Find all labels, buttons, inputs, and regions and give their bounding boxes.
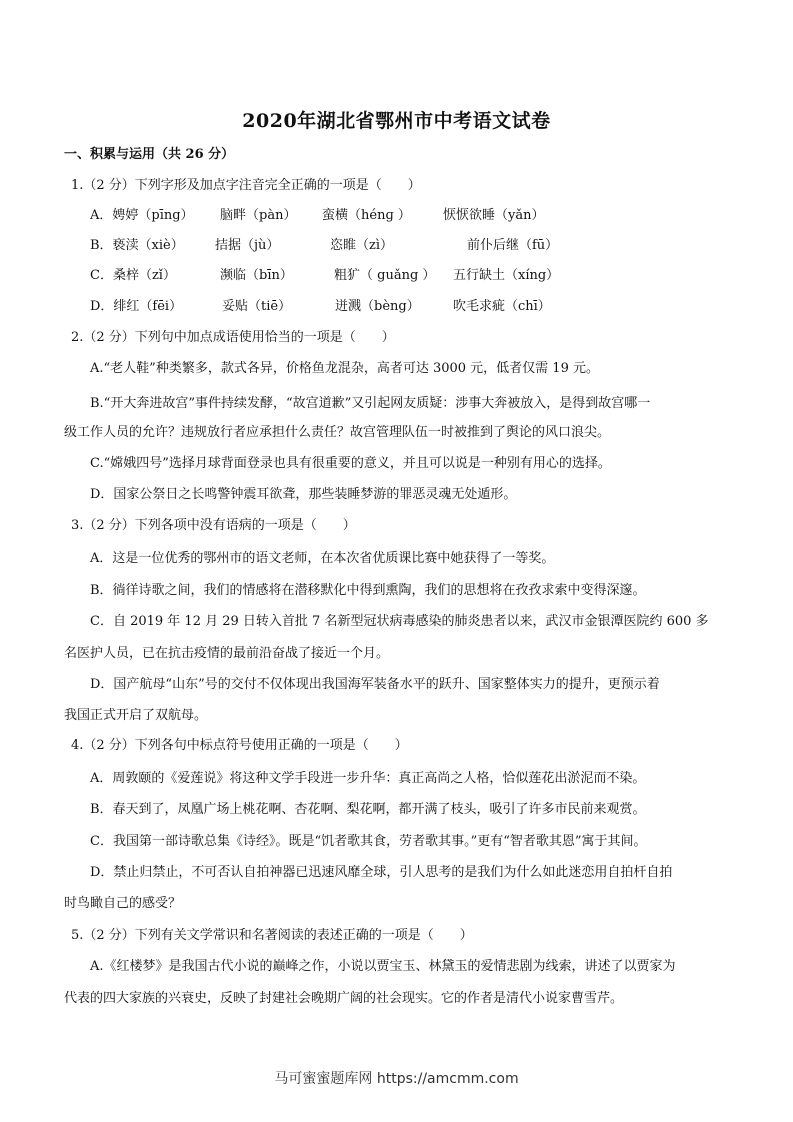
q2-option-b-line1: B.“开大奔进故宫”事件持续发酵，“故宫道歉”又引起网友质疑：涉事大奔被放入，是得到故宫哪一 [90, 396, 651, 411]
q1-option-a-word3: 蛮横（hénɡ ） [322, 208, 411, 223]
question-4-stem: 4.（2 分）下列各句中标点符号使用正确的一项是（ ） [71, 738, 408, 753]
q2-option-c: C.“嫦娥四号”选择月球背面登录也具有很重要的意义，并且可以说是一种别有用心的选择。 [90, 456, 611, 471]
q1-option-a-word4: 恹恹欲睡（yǎn） [443, 208, 545, 223]
q2-option-b-line2: 级工作人员的允许？违规放行者应承担什么责任？故宫管理队伍一时被推到了舆论的风口浪尖。 [64, 425, 611, 440]
site-watermark-footer: 马可蜜蜜题库网 https://amcmm.com [274, 1071, 519, 1087]
q3-option-d-line2: 我国正式开启了双航母。 [64, 708, 208, 723]
q1-option-b-word1: B．亵渎（xiè） [90, 238, 184, 253]
q1-option-d-word1: D．绯红（fēi） [90, 299, 183, 314]
q1-option-c-word3: 粗犷（ guǎng ） [334, 268, 436, 283]
q2-option-d: D．国家公祭日之长鸣警钟震耳欲聋，那些装睡梦游的罪恶灵魂无处遁形。 [90, 487, 517, 502]
section-heading: 一、积累与运用（共 26 分） [64, 147, 235, 162]
q1-option-d-word3: 迸溅（bèng） [335, 299, 420, 314]
question-2-stem: 2.（2 分）下列句中加点成语使用恰当的一项是（ ） [71, 330, 395, 345]
q1-option-b-word3: 恣睢（zì） [330, 238, 394, 253]
q1-option-d-word2: 妥贴（tiē） [222, 299, 292, 314]
q1-option-c-word2: 濒临（bīn） [220, 268, 293, 283]
q4-option-c: C．我国第一部诗歌总集《诗经》。既是“饥者歌其食，劳者歌其事。”更有“智者歌其恩”寓于其间。 [90, 834, 647, 849]
q5-option-a-line2: 代表的四大家族的兴衰史，反映了封建社会晚期广阔的社会现实。它的作者是清代小说家曹雪芹。 [64, 991, 624, 1006]
q1-option-b-word4: 前仆后继（fū） [467, 238, 559, 253]
q1-option-a-word1: A．娉婷（pīng） [90, 208, 194, 223]
q3-option-c-line1: C．自 2019 年 12 月 29 日转入首批 7 名新型冠状病毒感染的肺炎患者以来，武汉市金银潭医院约 600 多 [90, 614, 709, 629]
q3-option-b: B．徜徉诗歌之间，我们的情感将在潜移默化中得到熏陶，我们的思想将在孜孜求索中变得深邃。 [90, 583, 646, 598]
page-title: 2020年湖北省鄂州市中考语文试卷 [242, 110, 551, 132]
q5-option-a-line1: A.《红楼梦》是我国古代小说的巅峰之作，小说以贾宝玉、林黛玉的爱情悲剧为线索，讲述了以贾家为 [90, 959, 676, 974]
q2-option-a: A.“老人鞋”种类繁多，款式各异，价格鱼龙混杂，高者可达 3000 元，低者仅需 19 元。 [90, 361, 599, 376]
q4-option-d-line1: D．禁止归禁止，不可否认自拍神器已迅速风靡全球，引人思考的是我们为什么如此迷恋用自拍杆自拍 [90, 865, 673, 880]
q3-option-a: A．这是一位优秀的鄂州市的语文老师，在本次省优质课比赛中她获得了一等奖。 [90, 551, 555, 566]
q1-option-c-word1: C．桑梓（zǐ） [90, 268, 176, 283]
question-3-stem: 3.（2 分）下列各项中没有语病的一项是（ ） [71, 518, 356, 533]
q1-option-c-word4: 五行缺土（xíng） [453, 268, 560, 283]
q4-option-d-line2: 时鸟瞰自己的感受？ [64, 896, 182, 911]
question-5-stem: 5.（2 分）下列有关文学常识和名著阅读的表述正确的一项是（ ） [71, 928, 473, 943]
q3-option-c-line2: 名医护人员，已在抗击疫情的最前沿奋战了接近一个月。 [64, 646, 390, 661]
q1-option-a-word2: 脑畔（pàn） [220, 208, 297, 223]
q3-option-d-line1: D．国产航母“山东”号的交付不仅体现出我国海军装备水平的跃升、国家整体实力的提升，更预示着 [90, 677, 660, 692]
question-1-stem: 1.（2 分）下列字形及加点字注音完全正确的一项是（ ） [71, 178, 421, 193]
q4-option-b: B．春天到了，凤凰广场上桃花啊、杏花啊、梨花啊，都开满了枝头，吸引了许多市民前来观赏。 [90, 802, 646, 817]
q1-option-d-word4: 吹毛求疵（chī） [453, 299, 551, 314]
q1-option-b-word2: 拮据（jù） [215, 238, 280, 253]
q4-option-a: A．周敦颐的《爱莲说》将这种文学手段进一步升华：真正高尚之人格，恰似莲花出淤泥而不染。 [90, 771, 646, 786]
